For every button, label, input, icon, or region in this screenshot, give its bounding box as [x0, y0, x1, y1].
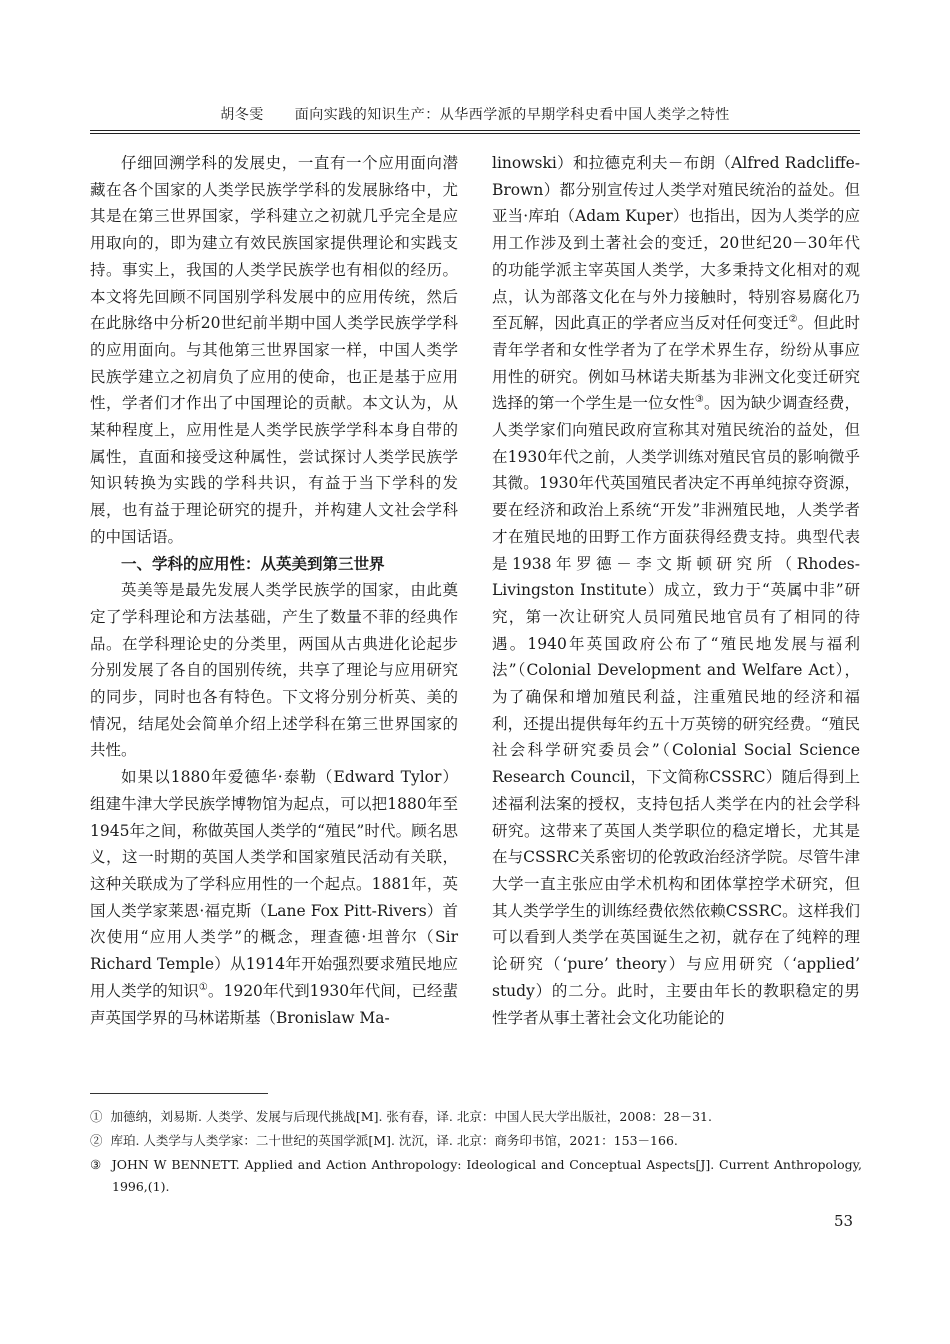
footnote-divider — [90, 1093, 268, 1094]
footnote-3 — [90, 1154, 862, 1198]
footnote-mark: ③ — [90, 1157, 103, 1172]
footnote-ref-1[interactable]: ① — [198, 981, 208, 993]
footnote-text: 库珀. 人类学与人类学家：二十世纪的英国学派[M]. 沈沉，译. 北京：商务印书馆，2021：153－166. — [110, 1133, 678, 1148]
header-author: 胡冬雯 — [220, 107, 264, 123]
footnote-text: 加德纳，刘易斯. 人类学、发展与后现代挑战[M]. 张有春，译. 北京：中国人民大学出版社，2008：28－31. — [110, 1109, 712, 1124]
paragraph-uk-us: 英美等是最先发展人类学民族学的国家，由此奠定了学科理论和方法基础，产生了数量不菲的经典作品。在学科理论史的分类里，两国从古典进化论起步分别发展了各自的国别传统，共享了理论与应用研究的同步，同时也各有特色。下文将分别分析英、美的情况，结尾处会简单介绍上述学科在第三世界国家的共性。 — [90, 581, 458, 760]
paragraph-text: 。但此时青年学者和女性学者为了在学术界生存，纷纷从事应用性的研究。例如马林诺夫斯基为非洲文化变迁研究选择的第一个学生是一位女性 — [492, 314, 860, 413]
right-column — [492, 150, 860, 1031]
footnote-ref-3[interactable]: ③ — [694, 394, 704, 406]
footnote-1 — [90, 1106, 862, 1128]
paragraph-colonial-era — [90, 764, 458, 1031]
footnote-mark: ② — [90, 1133, 103, 1148]
footnote-text: JOHN W BENNETT. Applied and Action Anthropology: Ideological and Conceptual Aspects[J]. Current Anthropology, 1996,(1). — [111, 1157, 862, 1194]
section-heading: 一、学科的应用性：从英美到第三世界 — [121, 553, 385, 573]
footnote-2 — [90, 1130, 862, 1152]
paragraph-text: 如果以1880年爱德华·泰勒（Edward Tylor）组建牛津大学民族学博物馆为起点，可以把1880年至1945年之间，称做英国人类学的“殖民”时代。顾名思义，这一时期的英国人类学和国家殖民活动有关联，这种关联成为了学科应用性的一个起点。1881年，英国人类学家莱恩·福克斯（Lane Fox Pitt-Rivers）首次使用“应用人类学”的概念，理查德·坦普尔（Sir Richard Temple）从1914年开始强烈要求殖民地应用人类学的知识 — [90, 768, 458, 1000]
header-rule-top — [90, 130, 860, 131]
footnotes — [90, 1106, 862, 1200]
running-header — [0, 104, 950, 124]
paragraph-text: linowski）和拉德克利夫－布朗（Alfred Radcliffe-Brown）都分别宣传过人类学对殖民统治的益处。但亚当·库珀（Adam Kuper）也指出，因为人类学的应用工作涉及到土著社会的变迁，20世纪20－30年代的功能学派主宰英国人类学，大多秉持文化相对的观点，认为部落文化在与外力接触时，特别容易腐化乃至瓦解，因此真正的学者应当反对任何变迁 — [492, 154, 860, 333]
header-rule-bottom — [90, 133, 860, 134]
paragraph-intro: 仔细回溯学科的发展史，一直有一个应用面向潜藏在各个国家的人类学民族学学科的发展脉络中，尤其是在第三世界国家，学科建立之初就几乎完全是应用取向的，即为建立有效民族国家提供理论和实践支持。事实上，我国的人类学民族学也有相似的经历。本文将先回顾不同国别学科发展中的应用传统，然后在此脉络中分析20世纪前半期中国人类学民族学学科的应用面向。与其他第三世界国家一样，中国人类学民族学建立之初肩负了应用的使命，也正是基于应用性，学者们才作出了中国理论的贡献。本文认为，从某种程度上，应用性是人类学民族学学科本身自带的属性，直面和接受这种属性，尝试探讨人类学民族学知识转换为实践的学科共识，有益于当下学科的发展，也有益于理论研究的提升，并构建人文社会学科的中国话语。 — [90, 154, 458, 546]
paragraph-text: 。因为缺少调查经费，人类学家们向殖民政府宣称其对殖民统治的益处，但在1930年代之前，人类学训练对殖民官员的影响微乎其微。1930年代英国殖民者决定不再单纯掠夺资源，要在经济和政治上系统“开发”非洲殖民地，人类学者才在殖民地的田野工作方面获得经费支持。典型代表是1938年罗德－李文斯顿研究所（Rhodes-Livingston Institute）成立，致力于“英属中非”研究，第一次让研究人员同殖民地官员有了相同的待遇。1940年英国政府公布了“殖民地发展与福利法”（Colonial Development and Welfare Act），为了确保和增加殖民利益，注重殖民地的经济和福利，还提出提供每年约五十万英镑的研究经费。“殖民社会科学研究委员会”（Colonial Social Science Research Council，下文简称CSSRC）随后得到上述福利法案的授权，支持包括人类学在内的社会学科研究。这带来了英国人类学职位的稳定增长，尤其是在与CSSRC关系密切的伦敦政治经济学院。尽管牛津大学一直主张应由学术机构和团体掌控学术研究，但其人类学学生的训练经费依然依赖CSSRC。这样我们可以看到人类学在英国诞生之初，就存在了纯粹的理论研究（‘pure’ theory）与应用研究（‘applied’ study）的二分。此时，主要由年长的教职稳定的男性学者从事土著社会文化功能论的 — [492, 394, 860, 1027]
left-column — [90, 150, 458, 1031]
paragraph-continued — [492, 150, 860, 1031]
page-number: 53 — [834, 1212, 854, 1230]
footnote-ref-2[interactable]: ② — [788, 314, 798, 326]
footnote-mark: ① — [90, 1109, 103, 1124]
header-title: 面向实践的知识生产：从华西学派的早期学科史看中国人类学之特性 — [294, 107, 730, 123]
paragraph-text-tail: 。1920年代到1930年代间，已经蜚声英国学界的马林诺斯基（Bronislaw Ma- — [90, 981, 458, 1027]
